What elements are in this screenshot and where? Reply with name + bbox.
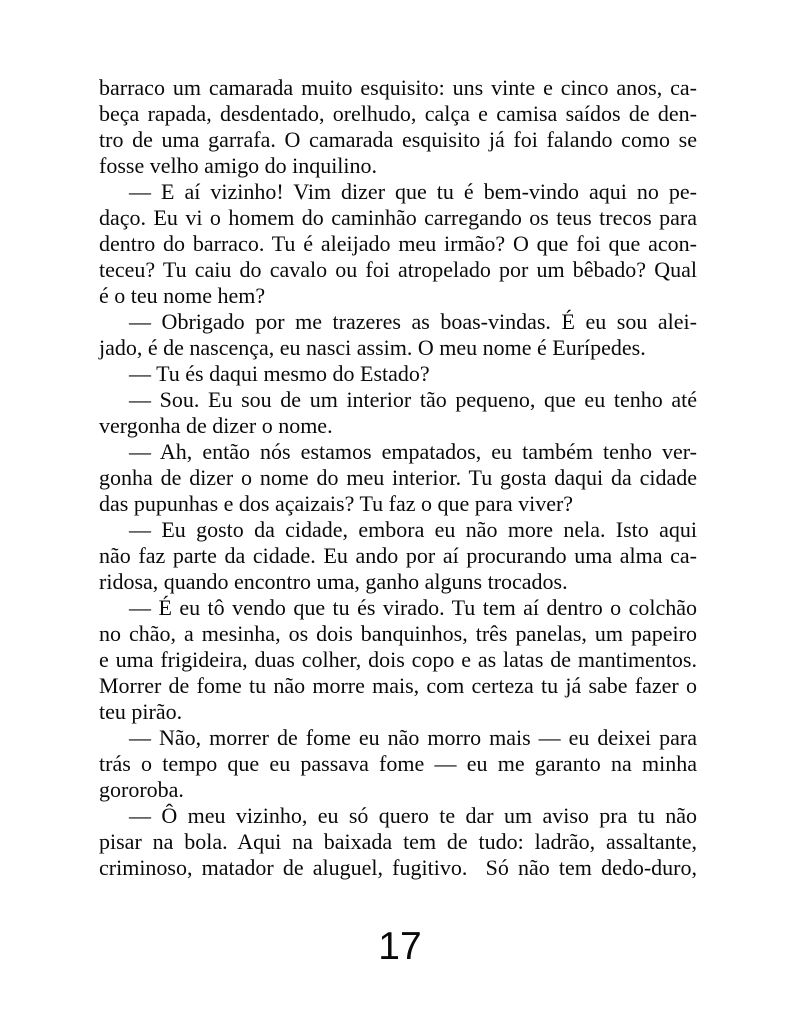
text-line: teceu? Tu caiu do cavalo ou foi atropelado por um bêbado? Qual: [99, 257, 697, 282]
text-line: e uma frigideira, duas colher, dois copo e as latas de mantimentos.: [99, 647, 697, 672]
paragraph: [99, 725, 697, 803]
paragraph: [99, 595, 697, 725]
text-line: trás o tempo que eu passava fome — eu me garanto na minha: [99, 751, 697, 776]
paragraph: [99, 309, 697, 361]
text-line: — É eu tô vendo que tu és virado. Tu tem aí dentro o colchão: [129, 595, 697, 620]
text-line: vergonha de dizer o nome.: [99, 413, 333, 438]
page-number: 17: [378, 925, 422, 968]
text-line: teu pirão.: [99, 699, 183, 724]
text-line: daço. Eu vi o homem do caminhão carregando os teus trecos para: [99, 205, 697, 230]
text-line: tro de uma garrafa. O camarada esquisito já foi falando como se: [99, 127, 697, 152]
text-line: beça rapada, desdentado, orelhudo, calça e camisa saídos de den-: [99, 101, 697, 126]
paragraph: [99, 387, 697, 439]
text-line: — Ah, então nós estamos empatados, eu também tenho ver-: [129, 439, 697, 464]
text-line: pisar na bola. Aqui na baixada tem de tudo: ladrão, assaltante,: [99, 829, 697, 854]
paragraph: [99, 179, 697, 309]
text-line: barraco um camarada muito esquisito: uns vinte e cinco anos, ca-: [99, 75, 697, 100]
text-line: — Sou. Eu sou de um interior tão pequeno, que eu tenho até: [129, 387, 697, 412]
paragraph: [99, 803, 697, 881]
text-line: — Obrigado por me trazeres as boas-vindas. É eu sou alei-: [129, 309, 697, 334]
page-text: [99, 75, 697, 881]
paragraph: [99, 75, 697, 179]
text-line: — Não, morrer de fome eu não morro mais — eu deixei para: [129, 725, 697, 750]
text-line: no chão, a mesinha, os dois banquinhos, três panelas, um papeiro: [99, 621, 697, 646]
text-line: ridosa, quando encontro uma, ganho alguns trocados.: [99, 569, 568, 594]
paragraph: [99, 439, 697, 517]
text-line: — Ô meu vizinho, eu só quero te dar um aviso pra tu não: [129, 803, 697, 828]
paragraph: [99, 361, 697, 387]
text-line: não faz parte da cidade. Eu ando por aí procurando uma alma ca-: [99, 543, 697, 568]
text-line: — Tu és daqui mesmo do Estado?: [129, 361, 430, 386]
text-line: das pupunhas e dos açaizais? Tu faz o que para viver?: [99, 491, 574, 516]
text-line: fosse velho amigo do inquilino.: [99, 153, 378, 178]
paragraph: [99, 517, 697, 595]
text-line: — E aí vizinho! Vim dizer que tu é bem-vindo aqui no pe-: [129, 179, 697, 204]
text-line: jado, é de nascença, eu nasci assim. O meu nome é Eurípedes.: [99, 335, 646, 360]
text-line: gonha de dizer o nome do meu interior. Tu gosta daqui da cidade: [99, 465, 697, 490]
text-line: dentro do barraco. Tu é aleijado meu irmão? O que foi que acon-: [99, 231, 697, 256]
text-line: Morrer de fome tu não morre mais, com certeza tu já sabe fazer o: [99, 673, 697, 698]
text-line: gororoba.: [99, 777, 184, 802]
text-line: — Eu gosto da cidade, embora eu não more nela. Isto aqui: [129, 517, 697, 542]
text-line: criminoso, matador de aluguel, fugitivo. Só não tem dedo-duro,: [99, 855, 697, 880]
text-line: é o teu nome hem?: [99, 283, 266, 308]
